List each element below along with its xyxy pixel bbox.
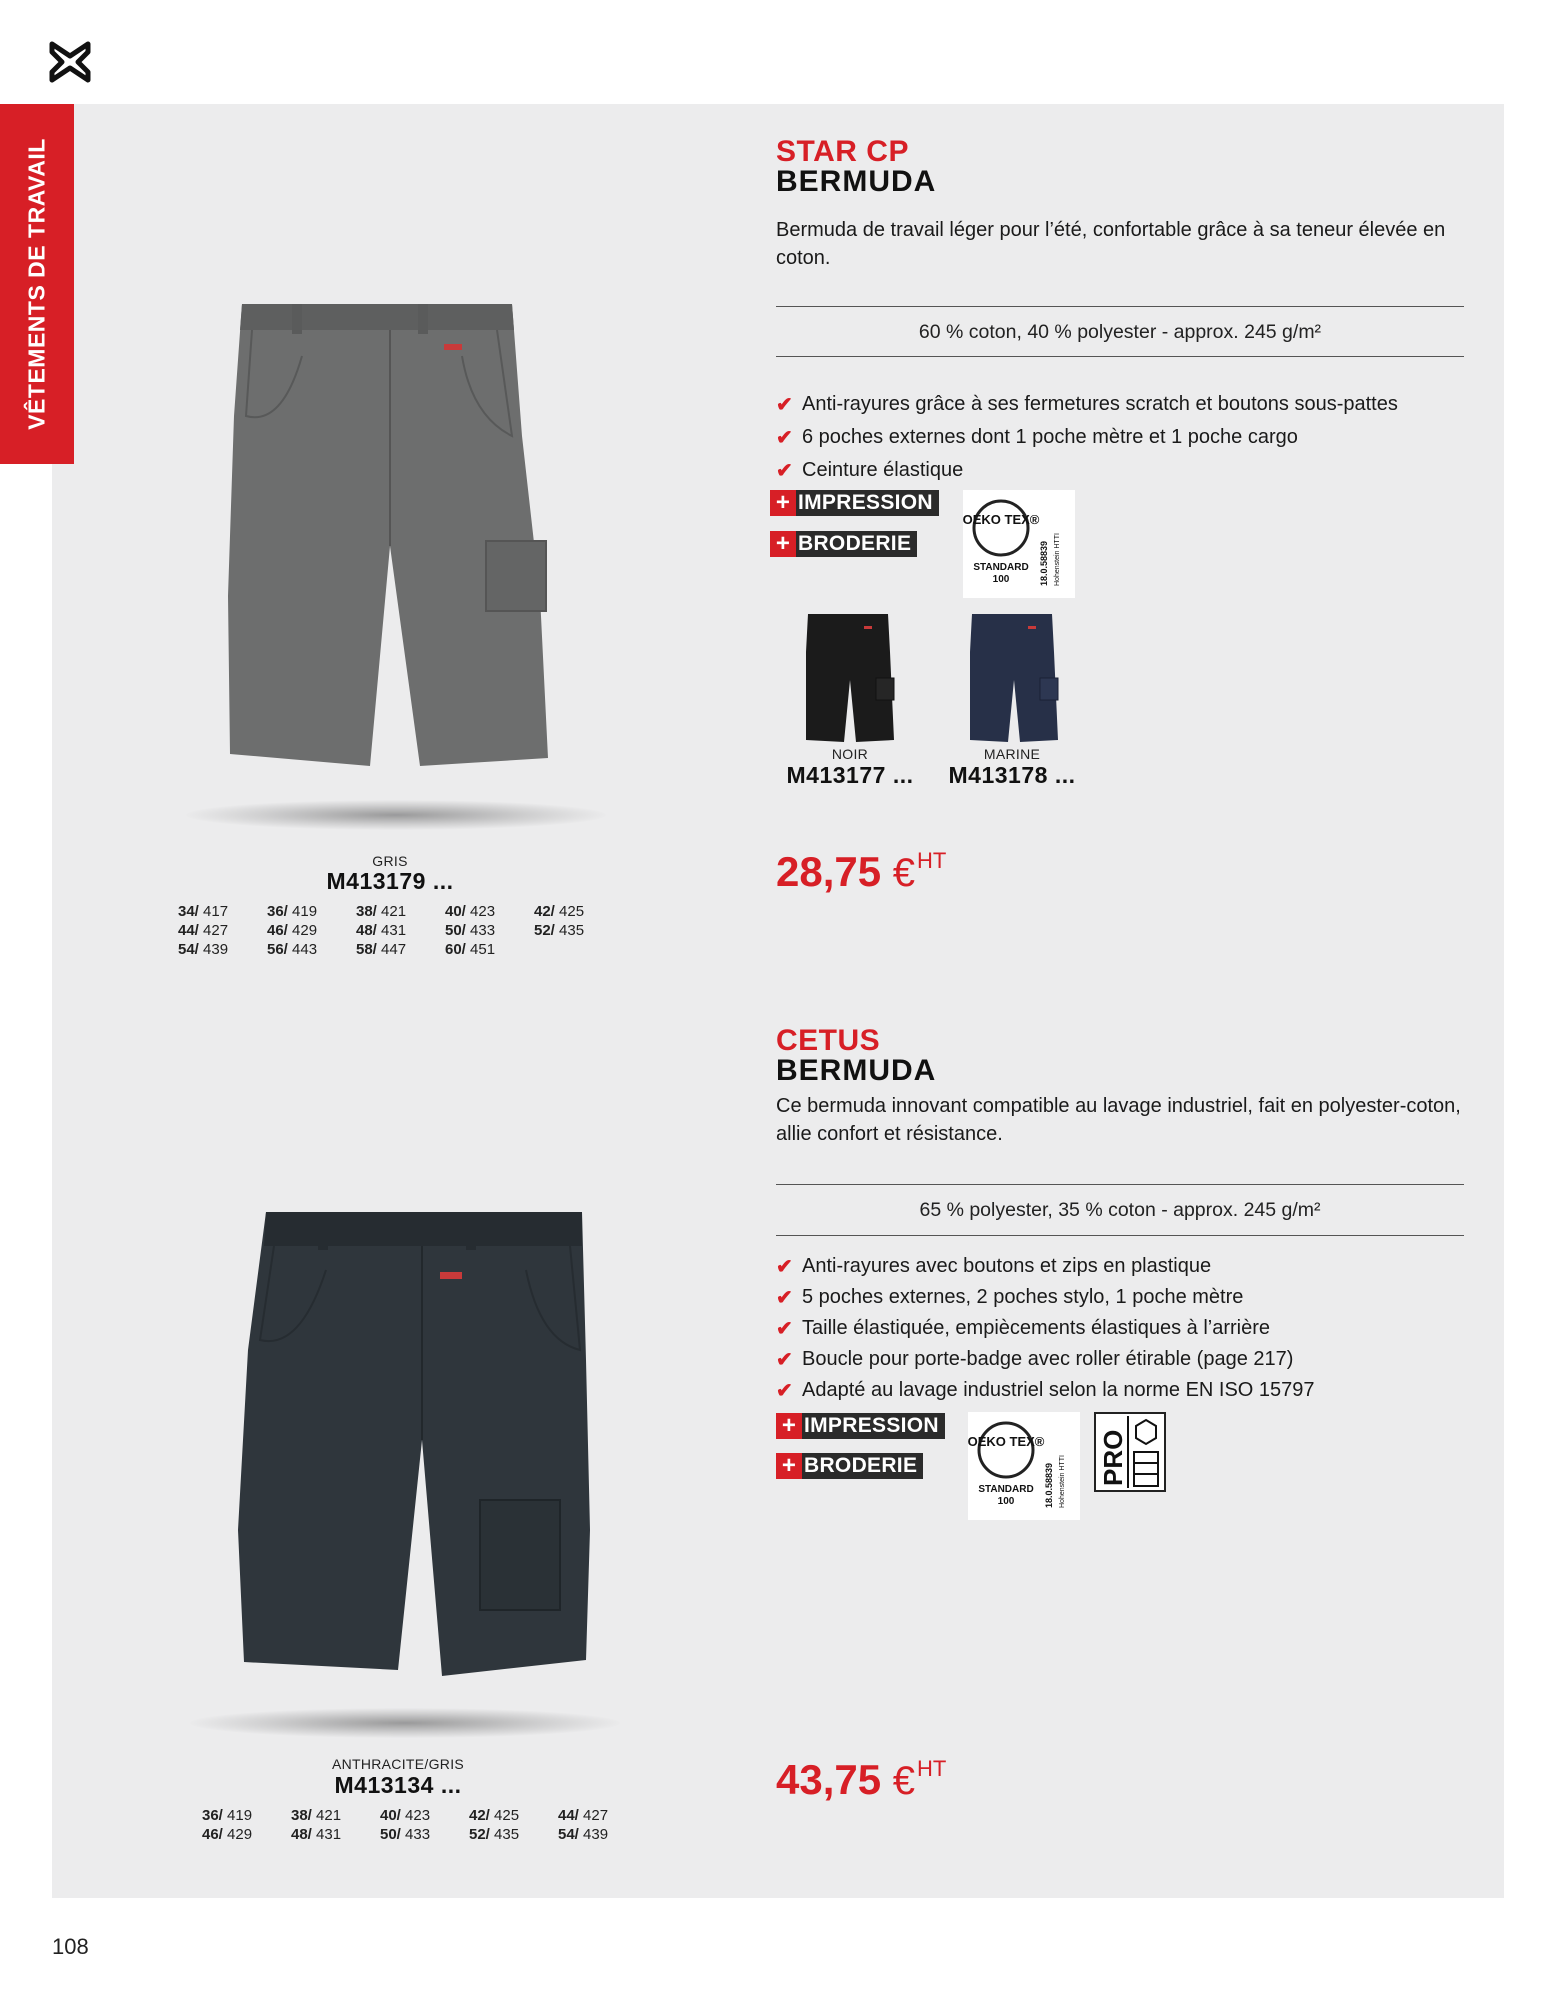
size-value: 46/ xyxy=(202,1826,223,1843)
main-color-label: ANTHRACITE/GRIS xyxy=(331,1756,465,1772)
pro-label-badge xyxy=(1094,1412,1166,1492)
plus-icon: + xyxy=(776,1413,802,1439)
plus-icon: + xyxy=(776,1453,802,1479)
size-value: 50/ xyxy=(445,922,466,939)
size-code: 425 xyxy=(494,1807,520,1824)
product-description: Ce bermuda innovant compatible au lavage industriel, fait en polyester-coton, allie confort et résistance. xyxy=(776,1095,1461,1145)
size-code: 439 xyxy=(583,1826,609,1843)
oeko-tex-certification xyxy=(963,490,1075,598)
size-value: 52/ xyxy=(534,922,555,939)
size-code: 423 xyxy=(470,903,496,920)
bermuda-navy-thumbnail xyxy=(968,612,1060,744)
size-code: 433 xyxy=(470,922,496,939)
size-value: 42/ xyxy=(534,903,555,920)
size-code: 427 xyxy=(583,1807,609,1824)
divider xyxy=(776,1184,1464,1185)
size-cell xyxy=(178,921,267,940)
size-value: 54/ xyxy=(178,941,199,958)
oeko-tex-certification xyxy=(968,1412,1080,1520)
list-item: ✔ 6 poches externes dont 1 poche mètre et 1 poche cargo xyxy=(776,426,1298,449)
size-cell xyxy=(178,940,267,959)
size-code: 431 xyxy=(316,1826,342,1843)
size-cell xyxy=(445,940,534,959)
check-icon: ✔ xyxy=(776,1318,793,1340)
bermuda-anthracite-image xyxy=(230,1200,600,1680)
size-value: 44/ xyxy=(178,922,199,939)
section-side-tab xyxy=(0,104,74,464)
product-type: BERMUDA xyxy=(776,165,937,198)
divider xyxy=(776,1235,1464,1236)
size-cell xyxy=(202,1825,291,1844)
product-shadow xyxy=(190,1708,620,1738)
size-code: 419 xyxy=(292,903,318,920)
svg-text:18.0.58839: 18.0.58839 xyxy=(1039,540,1049,586)
list-item: ✔ Anti-rayures avec boutons et zips en plastique xyxy=(776,1255,1212,1278)
product-type: BERMUDA xyxy=(776,1054,937,1087)
bermuda-gray-image xyxy=(222,296,562,776)
price-suffix: HT xyxy=(917,1756,947,1781)
size-code: 435 xyxy=(494,1826,520,1843)
price-suffix: HT xyxy=(917,848,947,873)
product-name: CETUS xyxy=(776,1024,881,1057)
size-code: 423 xyxy=(405,1807,431,1824)
check-icon: ✔ xyxy=(776,1287,793,1309)
size-code: 421 xyxy=(316,1807,342,1824)
svg-text:100: 100 xyxy=(997,1496,1015,1507)
list-item: ✔ 5 poches externes, 2 poches stylo, 1 poche mètre xyxy=(776,1286,1244,1309)
size-cell xyxy=(469,1825,558,1844)
size-cell xyxy=(291,1806,380,1825)
product-name: STAR CP xyxy=(776,135,909,168)
size-code: 439 xyxy=(203,941,229,958)
price-amount: 28,75 xyxy=(776,848,882,895)
size-cell xyxy=(267,940,356,959)
size-cell xyxy=(267,921,356,940)
size-cell xyxy=(291,1825,380,1844)
size-value: 40/ xyxy=(445,903,466,920)
size-code: 451 xyxy=(470,941,496,958)
main-reference: M413134 ... xyxy=(334,1772,462,1798)
section-label: VÊTEMENTS DE TRAVAIL xyxy=(23,138,50,430)
variant-color-label: NOIR xyxy=(831,746,869,762)
bermuda-black-thumbnail xyxy=(804,612,896,744)
price-amount: 43,75 xyxy=(776,1756,882,1803)
list-item: ✔ Ceinture élastique xyxy=(776,459,964,482)
list-item: ✔ Boucle pour porte-badge avec roller étirable (page 217) xyxy=(776,1348,1294,1371)
size-cell xyxy=(534,921,623,940)
size-table xyxy=(202,1806,647,1844)
size-code: 447 xyxy=(381,941,407,958)
size-cell xyxy=(558,1825,647,1844)
svg-text:OEKO TEX®: OEKO TEX® xyxy=(968,1434,1045,1449)
size-cell xyxy=(469,1806,558,1825)
size-code: 433 xyxy=(405,1826,431,1843)
svg-text:PRO: PRO xyxy=(1098,1429,1128,1486)
size-value: 56/ xyxy=(267,941,288,958)
main-reference: M413179 ... xyxy=(326,868,454,894)
size-value: 54/ xyxy=(558,1826,579,1843)
size-code: 429 xyxy=(292,922,318,939)
size-code: 425 xyxy=(559,903,585,920)
broderie-badge: + BRODERIE xyxy=(776,1453,923,1479)
price-currency: € xyxy=(892,851,916,895)
size-value: 36/ xyxy=(202,1807,223,1824)
page-number: 108 xyxy=(52,1934,89,1959)
size-value: 48/ xyxy=(291,1826,312,1843)
size-cell xyxy=(356,902,445,921)
oeko-tex-logo-icon xyxy=(963,490,1075,598)
svg-text:Hohenstein HTTI: Hohenstein HTTI xyxy=(1059,1455,1066,1508)
size-cell xyxy=(445,921,534,940)
size-table xyxy=(178,902,623,959)
size-value: 38/ xyxy=(291,1807,312,1824)
variant-reference: M413177 ... xyxy=(786,762,914,788)
product-description: Bermuda de travail léger pour l’été, confortable grâce à sa teneur élevée en coton. xyxy=(776,219,1446,269)
price-currency: € xyxy=(892,1759,916,1803)
feature-list xyxy=(776,388,1398,487)
list-item: ✔ Taille élastiquée, empiècements élastiques à l’arrière xyxy=(776,1317,1271,1340)
composition-text: 65 % polyester, 35 % coton - approx. 245 g/m² xyxy=(919,1199,1321,1221)
size-value: 40/ xyxy=(380,1807,401,1824)
size-value: 48/ xyxy=(356,922,377,939)
size-cell xyxy=(534,902,623,921)
size-value: 50/ xyxy=(380,1826,401,1843)
check-icon: ✔ xyxy=(776,460,793,482)
size-cell xyxy=(178,902,267,921)
feature-list xyxy=(776,1251,1315,1406)
size-cell xyxy=(445,902,534,921)
plus-icon: + xyxy=(770,531,796,557)
size-code: 427 xyxy=(203,922,229,939)
svg-text:STANDARD: STANDARD xyxy=(973,562,1029,573)
size-value: 42/ xyxy=(469,1807,490,1824)
pro-logo-icon xyxy=(1096,1414,1164,1490)
size-value: 34/ xyxy=(178,903,199,920)
size-value: 52/ xyxy=(469,1826,490,1843)
variant-reference: M413178 ... xyxy=(948,762,1076,788)
size-value: 38/ xyxy=(356,903,377,920)
size-cell xyxy=(267,902,356,921)
list-item: ✔ Anti-rayures grâce à ses fermetures scratch et boutons sous-pattes xyxy=(776,393,1398,416)
check-icon: ✔ xyxy=(776,1256,793,1278)
check-icon: ✔ xyxy=(776,394,793,416)
size-value: 36/ xyxy=(267,903,288,920)
impression-badge: + IMPRESSION xyxy=(776,1413,945,1439)
size-cell xyxy=(380,1825,469,1844)
list-item: ✔ Adapté au lavage industriel selon la norme EN ISO 15797 xyxy=(776,1379,1315,1402)
divider xyxy=(776,306,1464,307)
plus-icon: + xyxy=(770,490,796,516)
size-code: 419 xyxy=(227,1807,253,1824)
divider xyxy=(776,356,1464,357)
workteam-logo-icon xyxy=(48,40,92,84)
check-icon: ✔ xyxy=(776,1380,793,1402)
svg-text:100: 100 xyxy=(992,574,1010,585)
size-cell xyxy=(356,940,445,959)
impression-badge: + IMPRESSION xyxy=(770,490,939,516)
size-value: 58/ xyxy=(356,941,377,958)
size-value: 46/ xyxy=(267,922,288,939)
broderie-badge: + BRODERIE xyxy=(770,531,917,557)
price xyxy=(776,1756,946,1804)
main-color-label: GRIS xyxy=(372,853,408,869)
size-cell xyxy=(202,1806,291,1825)
size-code: 417 xyxy=(203,903,229,920)
size-cell xyxy=(380,1806,469,1825)
product-shadow xyxy=(186,800,606,830)
variant-color-label: MARINE xyxy=(983,746,1041,762)
size-code: 435 xyxy=(559,922,585,939)
size-code: 421 xyxy=(381,903,407,920)
svg-text:STANDARD: STANDARD xyxy=(978,1484,1034,1495)
check-icon: ✔ xyxy=(776,1349,793,1371)
price xyxy=(776,848,946,896)
svg-text:Hohenstein HTTI: Hohenstein HTTI xyxy=(1054,533,1061,586)
size-code: 431 xyxy=(381,922,407,939)
size-value: 44/ xyxy=(558,1807,579,1824)
oeko-tex-logo-icon xyxy=(968,1412,1080,1520)
check-icon: ✔ xyxy=(776,427,793,449)
size-code: 429 xyxy=(227,1826,253,1843)
size-value: 60/ xyxy=(445,941,466,958)
svg-text:OEKO TEX®: OEKO TEX® xyxy=(963,512,1040,527)
size-cell xyxy=(356,921,445,940)
size-code: 443 xyxy=(292,941,318,958)
composition-text: 60 % coton, 40 % polyester - approx. 245 g/m² xyxy=(918,321,1322,343)
svg-text:18.0.58839: 18.0.58839 xyxy=(1044,1462,1054,1508)
size-cell xyxy=(558,1806,647,1825)
